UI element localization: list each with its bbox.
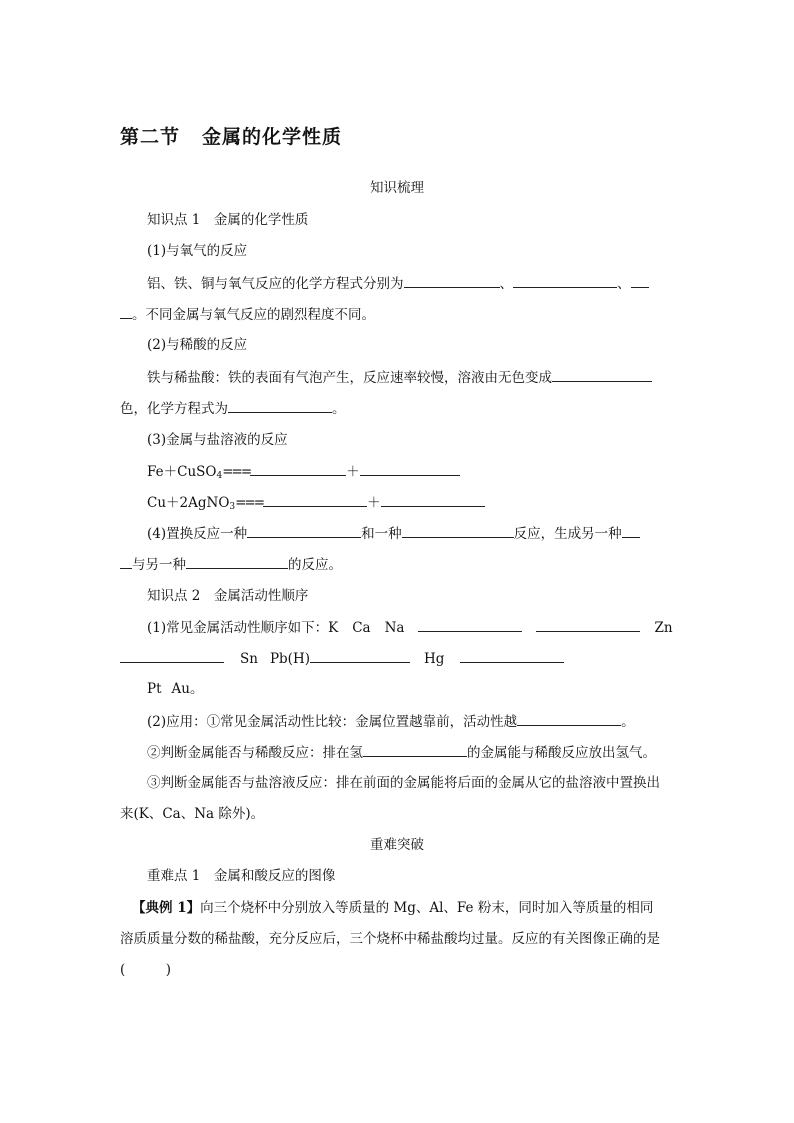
answer-blank[interactable]	[622, 523, 640, 538]
kp1-heading: 知识点 1 金属的化学性质	[147, 212, 309, 228]
application-text: ②判断金属能否与稀酸反应：排在氢	[147, 745, 363, 761]
kp1-oxygen-line2	[120, 304, 375, 325]
answer-blank[interactable]	[460, 648, 564, 663]
metal-symbol: Na	[384, 620, 405, 636]
order-label: (1)常见金属活动性顺序如下：	[147, 620, 329, 636]
kp2-application-3: ③判断金属能否与盐溶液反应：排在前面的金属能将后面的金属从它的盐溶液中置换出	[147, 775, 660, 791]
separator: 、	[499, 276, 513, 292]
example-label: 【典例 1】	[132, 900, 201, 916]
answer-blank[interactable]	[120, 554, 132, 569]
subscript: 4	[216, 471, 223, 481]
kp2-application-1	[147, 711, 635, 732]
kp2-order-line3	[147, 679, 203, 699]
plus-sign: ＋	[346, 464, 360, 480]
answer-blank[interactable]	[120, 648, 224, 663]
answer-blank[interactable]	[517, 711, 621, 726]
answer-blank[interactable]	[263, 492, 367, 507]
answer-blank[interactable]	[381, 492, 485, 507]
example-1-line1	[132, 898, 653, 918]
kp2-application-2	[147, 742, 656, 763]
answer-blank[interactable]	[228, 398, 332, 413]
metal-symbol: Sn	[240, 651, 258, 667]
application-text: (2)应用：①常见金属活动性比较：金属位置越靠前，活动性越	[147, 714, 518, 730]
dp1-heading: 重难点 1 金属和酸反应的图像	[147, 868, 336, 884]
kp1-equation-1	[147, 461, 460, 486]
section-heading-difficulty: 重难突破	[370, 837, 424, 853]
displacement-text: 反应，生成另一种	[513, 526, 622, 542]
answer-blank[interactable]	[513, 273, 617, 288]
equals-sign: ===	[222, 464, 251, 480]
answer-blank[interactable]	[186, 554, 288, 569]
answer-paren[interactable]: ( )	[120, 962, 172, 978]
kp1-displacement-line1	[147, 523, 640, 544]
separator: 、	[617, 276, 631, 292]
answer-blank[interactable]	[536, 617, 640, 632]
answer-blank[interactable]	[402, 523, 514, 538]
kp1-salt-heading: (3)金属与盐溶液的反应	[147, 432, 288, 448]
kp2-order-line2	[120, 648, 564, 669]
section-heading-knowledge: 知识梳理	[370, 180, 424, 196]
example-text: 向三个烧杯中分别放入等质量的 Mg、Al、Fe 粉末，同时加入等质量的相同	[200, 900, 654, 916]
kp2-application-3-cont: 来(K、Ca、Na 除外)。	[120, 806, 265, 822]
kp1-displacement-line2	[120, 554, 342, 575]
answer-blank[interactable]	[360, 461, 460, 476]
displacement-text: 与另一种	[132, 557, 186, 573]
metal-symbol: Au。	[171, 681, 204, 697]
metal-symbol: Hg	[424, 651, 445, 667]
application-text: 的金属能与稀酸反应放出氢气。	[467, 745, 656, 761]
plus-sign: ＋	[367, 495, 381, 511]
equals-sign: ===	[235, 495, 264, 511]
acid-text-2: 色，化学方程式为	[120, 401, 228, 417]
metal-symbol: Ca	[352, 620, 371, 636]
reactants: Fe＋CuSO	[147, 464, 217, 480]
answer-blank[interactable]	[120, 304, 132, 319]
answer-blank[interactable]	[552, 367, 652, 382]
kp1-oxygen-heading: (1)与氧气的反应	[147, 243, 248, 259]
metal-symbol: Pb(H)	[269, 651, 310, 667]
metal-symbol: K	[328, 620, 339, 636]
kp1-acid-heading: (2)与稀酸的反应	[147, 337, 248, 353]
displacement-text: (4)置换反应一种	[147, 526, 248, 542]
oxygen-text-2: 。不同金属与氧气反应的剧烈程度不同。	[132, 307, 375, 323]
metal-symbol: Pt	[147, 681, 162, 697]
reactants: Cu＋2AgNO	[147, 495, 230, 511]
period: 。	[621, 714, 635, 730]
answer-blank[interactable]	[418, 617, 522, 632]
kp2-heading: 知识点 2 金属活动性顺序	[147, 588, 309, 604]
kp2-order-line1	[147, 617, 673, 638]
kp1-acid-line1	[147, 367, 652, 388]
answer-blank[interactable]	[631, 273, 649, 288]
displacement-text: 和一种	[361, 526, 402, 542]
subscript: 3	[229, 502, 236, 512]
section-title: 金属的化学性质	[202, 126, 343, 148]
period: 。	[332, 401, 346, 417]
acid-text: 铁与稀盐酸：铁的表面有气泡产生，反应速率较慢，溶液由无色变成	[147, 370, 552, 386]
answer-blank[interactable]	[363, 742, 467, 757]
oxygen-text: 铝、铁、铜与氧气反应的化学方程式分别为	[147, 276, 404, 292]
answer-blank[interactable]	[310, 648, 410, 663]
metal-symbol: Zn	[654, 620, 673, 636]
kp1-acid-line2	[120, 398, 346, 419]
kp1-equation-2	[147, 492, 485, 517]
page-title	[120, 122, 342, 149]
section-number: 第二节	[120, 126, 181, 148]
answer-blank[interactable]	[250, 461, 346, 476]
displacement-text: 的反应。	[288, 557, 342, 573]
answer-blank[interactable]	[404, 273, 500, 288]
example-1-line2: 溶质质量分数的稀盐酸，充分反应后，三个烧杯中稀盐酸均过量。反应的有关图像正确的是	[120, 931, 660, 947]
kp1-oxygen-line1	[147, 273, 649, 294]
answer-blank[interactable]	[247, 523, 361, 538]
